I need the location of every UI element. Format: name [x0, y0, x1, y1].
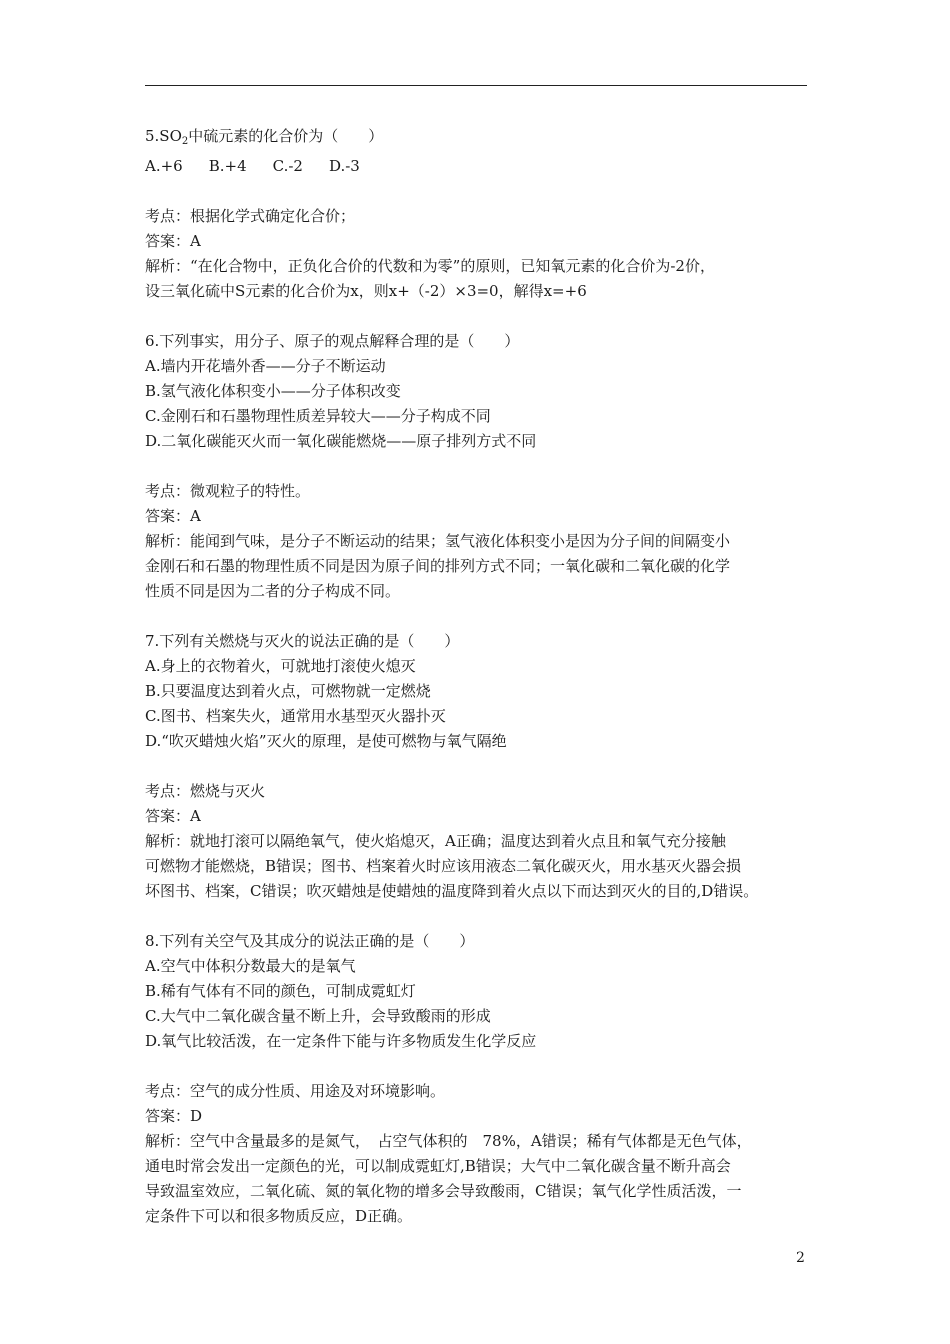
analysis-line: 性质不同是因为二者的分子构成不同。	[145, 582, 401, 600]
answer: 答案：D	[145, 1107, 203, 1125]
stem-text: 5.SO	[145, 127, 182, 145]
question-8	[145, 929, 815, 1229]
option-c: C.图书、档案失火，通常用水基型灭火器扑灭	[145, 707, 446, 725]
question-6	[145, 329, 815, 604]
question-stem: 6.下列事实，用分子、原子的观点解释合理的是（ ）	[145, 332, 520, 350]
question-7	[145, 629, 815, 904]
option-b: B.+4	[208, 157, 247, 175]
answer: 答案：A	[145, 807, 201, 825]
option-a: A.+6	[145, 157, 183, 175]
analysis-line: 可燃物才能燃烧，B错误；图书、档案着火时应该用液态二氧化碳灭火，用水基灭火器会损	[145, 857, 742, 875]
option-a: A.墙内开花墙外香——分子不断运动	[145, 357, 386, 375]
analysis-line: 通电时常会发出一定颜色的光，可以制成霓虹灯,B错误；大气中二氧化碳含量不断升高会	[145, 1157, 731, 1175]
option-c: C.-2	[272, 157, 303, 175]
analysis-line: 金刚石和石墨的物理性质不同是因为原子间的排列方式不同；一氧化碳和二氧化碳的化学	[145, 557, 731, 575]
stem-text-rest: 中硫元素的化合价为（ ）	[188, 127, 384, 145]
question-5	[145, 124, 815, 304]
question-stem	[145, 124, 815, 154]
document-body	[145, 124, 815, 1254]
option-a: A.空气中体积分数最大的是氧气	[145, 957, 356, 975]
option-d: D.氧气比较活泼，在一定条件下能与许多物质发生化学反应	[145, 1032, 537, 1050]
analysis-line: 设三氧化硫中S元素的化合价为x，则x+（-2）×3=0，解得x=+6	[145, 282, 587, 300]
question-stem: 7.下列有关燃烧与灭火的说法正确的是（ ）	[145, 632, 460, 650]
analysis-line: 解析：能闻到气味，是分子不断运动的结果；氢气液化体积变小是因为分子间的间隔变小	[145, 532, 731, 550]
kaodian: 考点：微观粒子的特性。	[145, 482, 311, 500]
option-d: D.-3	[328, 157, 360, 175]
analysis-line: 坏图书、档案，C错误；吹灭蜡烛是使蜡烛的温度降到着火点以下而达到灭火的目的,D错误。	[145, 882, 759, 900]
kaodian: 考点：燃烧与灭火	[145, 782, 266, 800]
analysis-line: 解析：“在化合物中，正负化合价的代数和为零”的原则，已知氧元素的化合价为-2价，	[145, 257, 715, 275]
option-b: B.稀有气体有不同的颜色，可制成霓虹灯	[145, 982, 416, 1000]
header-rule	[145, 85, 807, 86]
page-number: 2	[796, 1250, 805, 1266]
option-d: D.“吹灭蜡烛火焰”灭火的原理，是使可燃物与氧气隔绝	[145, 732, 507, 750]
answer: 答案：A	[145, 232, 201, 250]
options-row	[145, 154, 815, 179]
stem-subscript: 2	[181, 136, 189, 147]
option-a: A.身上的衣物着火，可就地打滚使火熄灭	[145, 657, 416, 675]
analysis-line: 定条件下可以和很多物质反应，D正确。	[145, 1207, 413, 1225]
option-d: D.二氧化碳能灭火而一氧化碳能燃烧——原子排列方式不同	[145, 432, 537, 450]
question-stem: 8.下列有关空气及其成分的说法正确的是（ ）	[145, 932, 475, 950]
option-b: B.只要温度达到着火点，可燃物就一定燃烧	[145, 682, 431, 700]
answer: 答案：A	[145, 507, 201, 525]
analysis-line: 解析：空气中含量最多的是氮气， 占空气体积的 78%，A错误；稀有气体都是无色气体，	[145, 1132, 752, 1150]
kaodian: 考点：根据化学式确定化合价；	[145, 207, 356, 225]
kaodian: 考点：空气的成分性质、用途及对环境影响。	[145, 1082, 446, 1100]
option-c: C.金刚石和石墨物理性质差异较大——分子构成不同	[145, 407, 491, 425]
option-c: C.大气中二氧化碳含量不断上升，会导致酸雨的形成	[145, 1007, 491, 1025]
option-b: B.氢气液化体积变小——分子体积改变	[145, 382, 401, 400]
analysis-line: 解析：就地打滚可以隔绝氧气，使火焰熄灭，A正确；温度达到着火点且和氧气充分接触	[145, 832, 726, 850]
analysis-line: 导致温室效应，二氧化硫、氮的氧化物的增多会导致酸雨，C错误；氧气化学性质活泼，一	[145, 1182, 742, 1200]
